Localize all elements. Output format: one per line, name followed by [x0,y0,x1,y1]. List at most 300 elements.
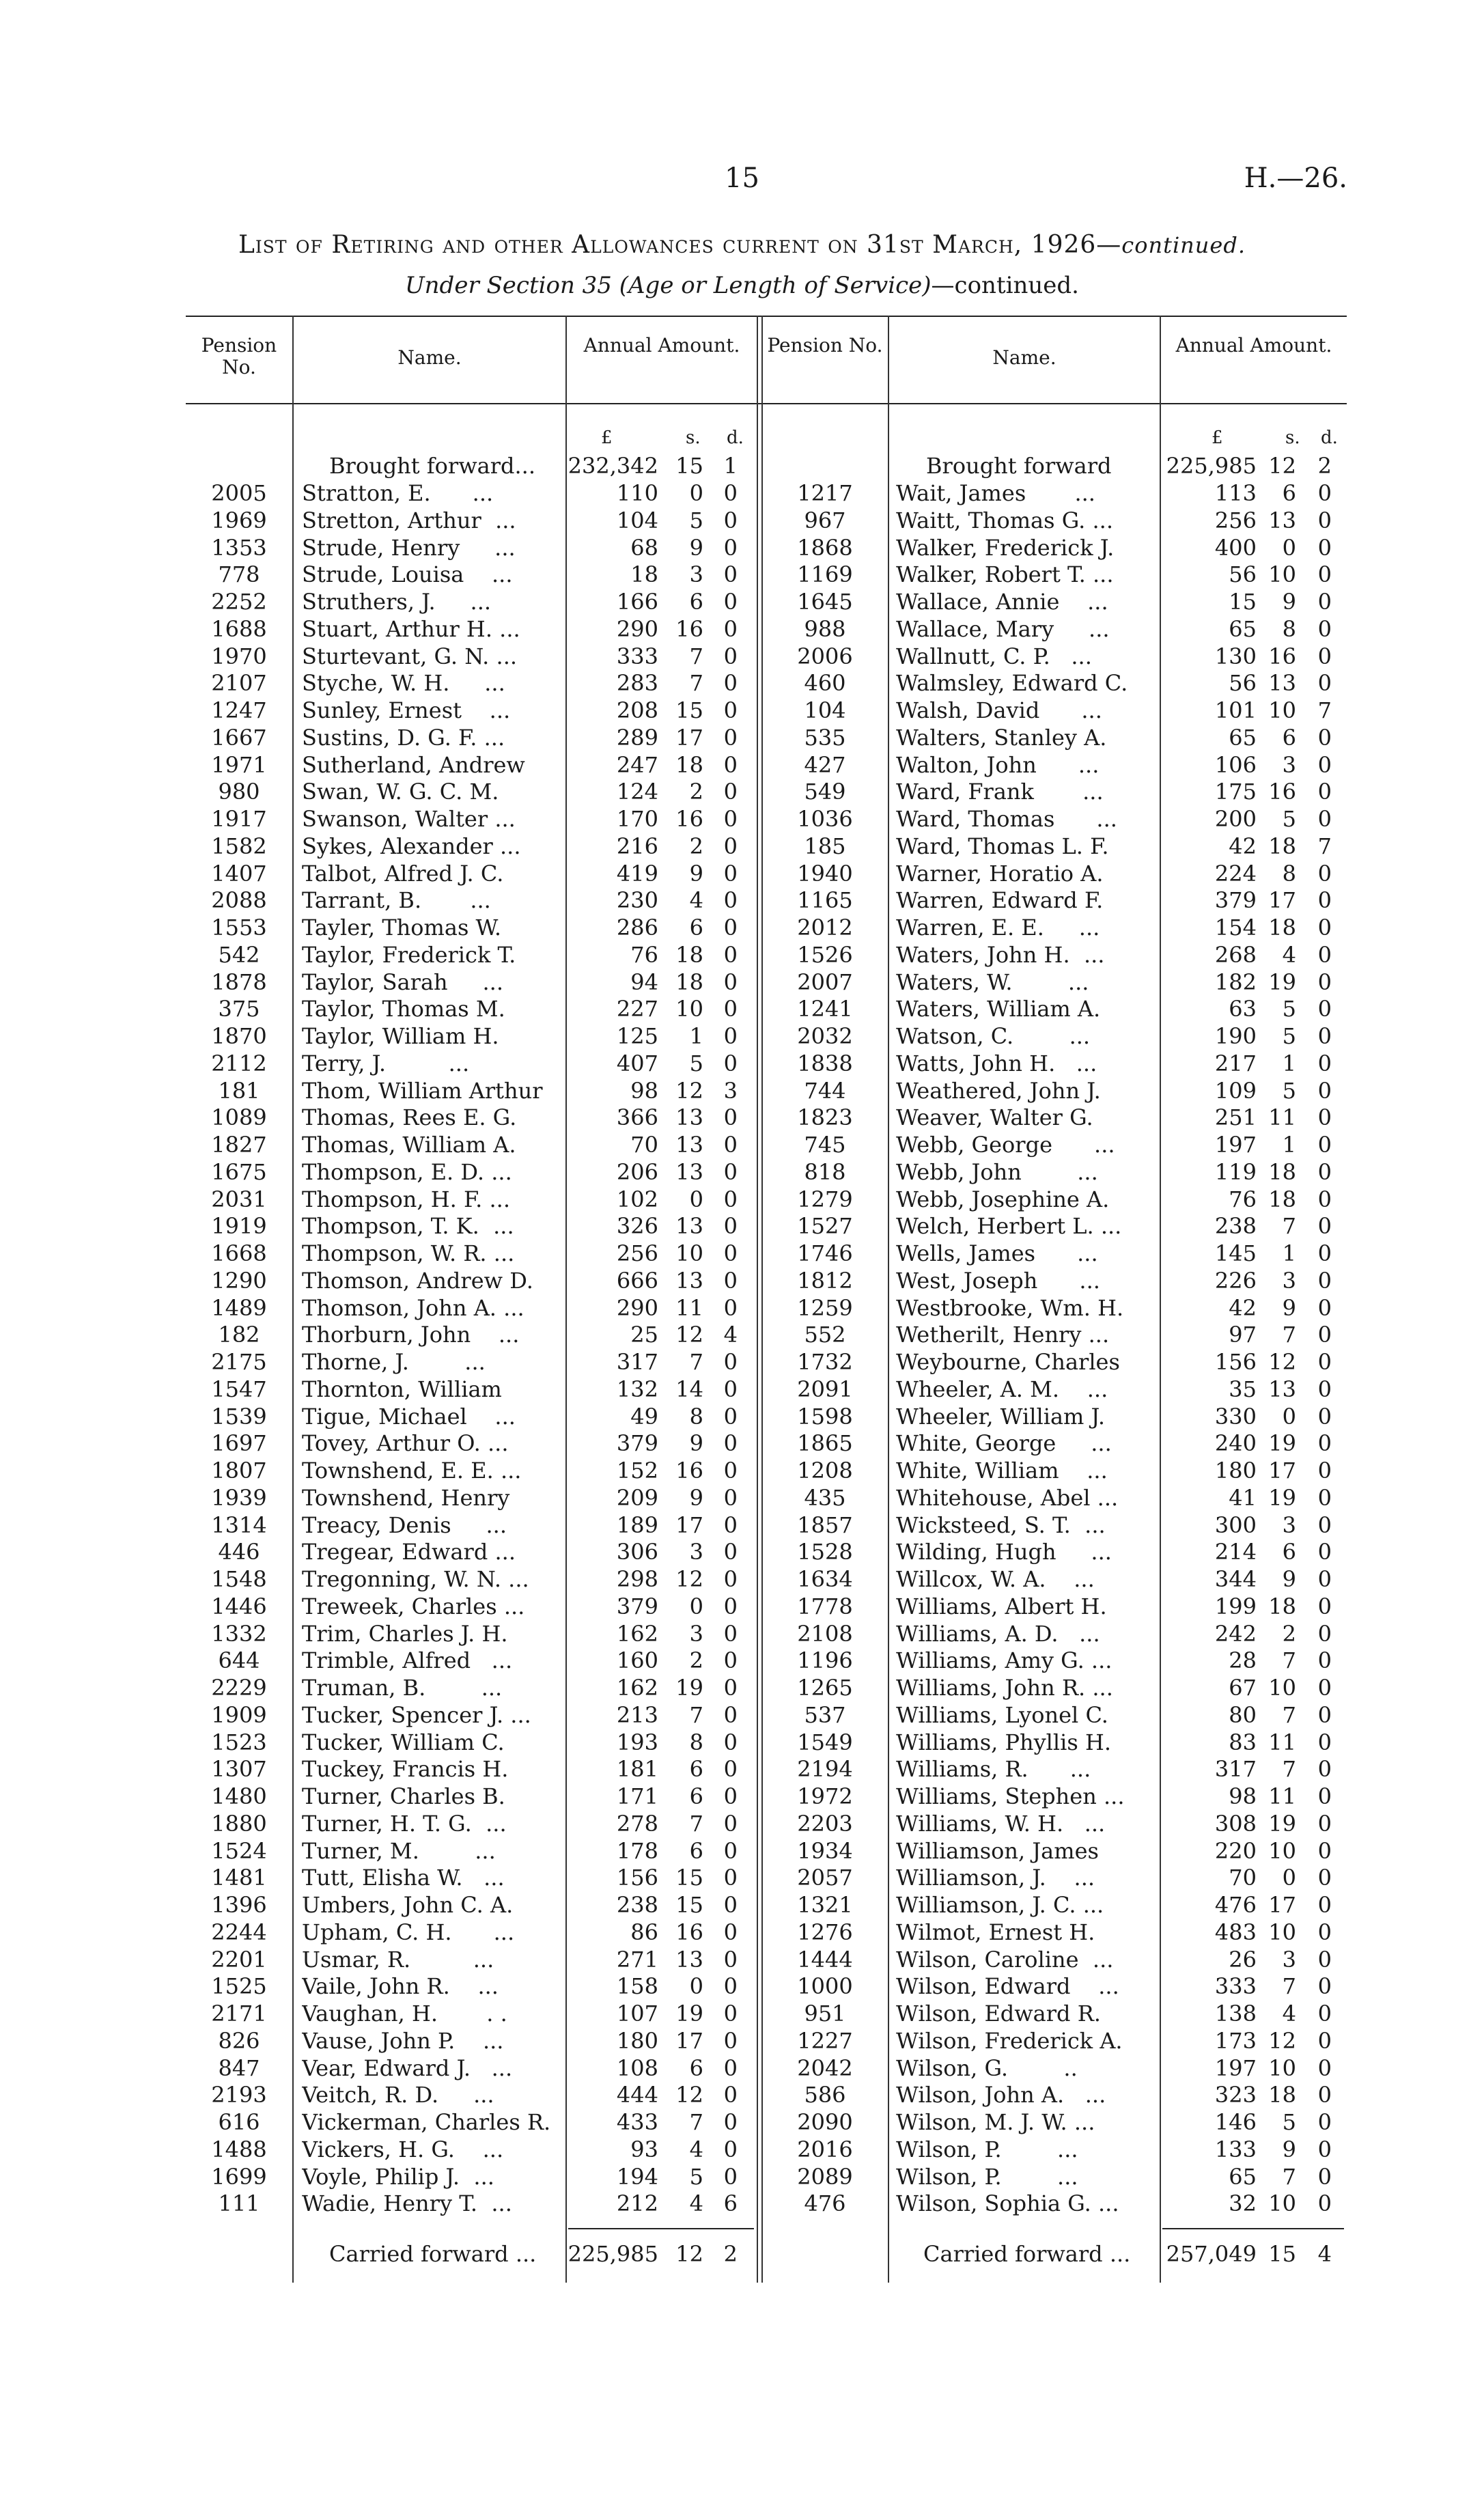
pensioner-name: Williamson, James [896,1837,1099,1864]
amount-pounds: 190 [1214,1023,1257,1049]
pensioner-name: Ward, Frank ... [896,779,1104,805]
pensioner-name: Webb, John ... [896,1158,1098,1185]
pensioner-name: Strude, Louisa ... [302,561,513,588]
pension-no: 1746 [797,1240,853,1266]
amount-pounds: 49 [630,1403,658,1430]
pension-no: 744 [804,1077,846,1104]
amount-pounds: 206 [616,1158,658,1185]
amount-shillings: 6 [1282,1539,1296,1565]
amount-pounds: 213 [616,1701,658,1728]
amount-shillings: 7 [1282,1973,1296,2000]
amount-pounds: 300 [1214,1512,1257,1538]
table-row [0,1674,1484,1701]
pensioner-name: Umbers, John C. A. [302,1892,514,1918]
amount-shillings: 13 [675,1104,703,1131]
amount-pounds: 476 [1214,1892,1257,1918]
amount-pounds: 256 [1214,507,1257,533]
amount-shillings: 8 [1282,615,1296,642]
header-pension-no-right: Pension No. [767,334,883,357]
amount-pence: 0 [723,1403,738,1430]
amount-pounds: 200 [1214,806,1257,832]
table-row [0,1837,1484,1865]
pensioner-name: Vear, Edward J. ... [302,2055,513,2081]
amount-pounds: 86 [630,1919,658,1945]
sum-rule-right [1162,2228,1344,2229]
header-bottom-rule [186,403,1347,404]
pensioner-name: Stretton, Arthur ... [302,507,516,533]
amount-pence: 0 [1317,1186,1332,1212]
amount-pounds: 162 [616,1675,658,1701]
pensioner-name: Tregonning, W. N. ... [302,1566,529,1592]
amount-shillings: 4 [689,2190,703,2217]
pension-no: 181 [218,1077,260,1104]
pension-no: 1527 [797,1213,853,1240]
amount-pounds: 220 [1214,1837,1257,1864]
amount-pounds: 178 [616,1837,658,1864]
amount-pence: 0 [1317,860,1332,887]
pension-no: 476 [804,2190,846,2217]
subtitle-italic: Under Section 35 (Age or Length of Service) [405,272,932,299]
amount-pounds: 182 [1214,969,1257,995]
table-row [0,561,1484,588]
amount-pounds: 160 [616,1647,658,1674]
pension-no: 1247 [211,697,267,723]
amount-pounds: 199 [1214,1593,1257,1619]
amount-shillings: 1 [1282,1050,1296,1076]
pensioner-name: Treacy, Denis ... [302,1512,507,1538]
amount-pounds: 251 [1214,1104,1257,1131]
pension-no: 2194 [797,1756,853,1783]
pensioner-name: Walmsley, Edward C. [896,670,1128,697]
amount-pounds: 32 [1229,2190,1257,2217]
pensioner-name: Wallace, Annie ... [896,589,1108,615]
amount-pence: 0 [723,1865,738,1891]
amount-pounds: 230 [616,887,658,914]
pension-no: 1971 [211,751,267,778]
pension-no: 1321 [797,1892,853,1918]
amount-shillings: 5 [1282,2109,1296,2135]
amount-shillings: 3 [689,561,703,588]
table-row [0,724,1484,751]
amount-pence: 0 [723,833,738,859]
pensioner-name: Williamson, J. ... [896,1865,1095,1891]
amount-shillings: 13 [675,1213,703,1240]
amount-shillings: 17 [1268,1458,1296,1484]
amount-pounds: 344 [1214,1566,1257,1592]
amount-pounds: 70 [630,1132,658,1158]
pension-no: 1279 [797,1186,853,1212]
pensioner-name: Westbrooke, Wm. H. [896,1294,1124,1321]
table-row [0,1565,1484,1593]
pension-no: 1528 [797,1539,853,1565]
amount-pence: 0 [723,724,738,751]
pensioner-name: Thompson, H. F. ... [302,1186,511,1212]
amount-shillings: 4 [689,887,703,914]
pension-no: 2229 [211,1675,267,1701]
pensioner-name: Thompson, W. R. ... [302,1240,515,1266]
amount-pounds: 180 [616,2027,658,2054]
amount-pence: 0 [1317,2055,1332,2081]
table-row [0,1077,1484,1104]
pensioner-name: Williams, John R. ... [896,1675,1113,1701]
table-row [0,1864,1484,1891]
amount-pence: 0 [723,1620,738,1647]
pensioner-name: Wicksteed, S. T. ... [896,1512,1106,1538]
pensioner-name: White, George ... [896,1430,1112,1457]
amount-pounds: 400 [1214,534,1257,561]
amount-pounds: 67 [1229,1675,1257,1701]
amount-pence: 0 [723,507,738,533]
pensioner-name: Wilson, Edward ... [896,1973,1119,2000]
amount-shillings: 19 [675,2001,703,2027]
pensioner-name: Sturtevant, G. N. ... [302,643,518,669]
pension-no: 1668 [211,1240,267,1266]
pensioner-name: Tovey, Arthur O. ... [302,1430,509,1457]
pensioner-name: Willcox, W. A. ... [896,1566,1095,1592]
amount-pence: 0 [723,1837,738,1864]
amount-pence: 0 [1317,806,1332,832]
amount-pounds: 68 [630,534,658,561]
amount-shillings: 4 [689,2136,703,2162]
amount-pounds: 145 [1214,1240,1257,1266]
amount-pence: 0 [1317,480,1332,506]
amount-pence: 0 [1317,2027,1332,2054]
pension-no: 460 [804,670,846,697]
pensioner-name: Williamson, J. C. ... [896,1892,1104,1918]
pension-no: 2175 [211,1349,267,1375]
amount-pence: 0 [723,2001,738,2027]
amount-shillings: 17 [675,1512,703,1538]
amount-shillings: 17 [675,2027,703,2054]
pensioner-name: Thomas, William A. [302,1132,516,1158]
pensioner-name: Tregear, Edward ... [302,1539,516,1565]
amount-pence: 0 [1317,534,1332,561]
pension-no: 1525 [211,1973,267,2000]
amount-pence: 0 [723,1729,738,1755]
pensioner-name: Vickers, H. G. ... [302,2136,504,2162]
amount-pence: 0 [723,1566,738,1592]
amount-pounds: 63 [1229,996,1257,1022]
pensioner-name: Williams, A. D. ... [896,1620,1100,1647]
amount-pounds: 290 [616,1294,658,1321]
amount-pounds: 217 [1214,1050,1257,1076]
amount-shillings: 17 [1268,1892,1296,1918]
pensioner-name: Trim, Charles J. H. [302,1620,508,1647]
table-row [0,778,1484,805]
amount-shillings: 7 [1282,1701,1296,1728]
amount-pounds: 15 [1229,589,1257,615]
subtitle-tail: —continued. [931,272,1079,299]
table-row [0,1376,1484,1403]
amount-shillings: 19 [1268,1484,1296,1511]
amount-pounds: 317 [1214,1756,1257,1783]
amount-pence: 0 [1317,1512,1332,1538]
header-name-right: Name. [992,346,1056,369]
table-row [0,2000,1484,2027]
pensioner-name: Sustins, D. G. F. ... [302,724,505,751]
amount-shillings: 10 [1268,1837,1296,1864]
amount-shillings: 0 [689,1593,703,1619]
header-amount-right: Annual Amount. [1175,334,1332,357]
pension-no: 1165 [797,887,853,914]
amount-pence: 0 [723,941,738,968]
amount-pounds: 483 [1214,1919,1257,1945]
amount-pence: 0 [1317,507,1332,533]
pensioner-name: Terry, J. ... [302,1050,470,1076]
amount-pounds: 162 [616,1620,658,1647]
pensioner-name: Weybourne, Charles [896,1349,1120,1375]
pensioner-name: Sunley, Ernest ... [302,697,511,723]
amount-pence: 0 [1317,589,1332,615]
amount-pence: 0 [1317,969,1332,995]
amount-pounds: 42 [1229,833,1257,859]
amount-shillings: 11 [1268,1729,1296,1755]
amount-shillings: 15 [675,1865,703,1891]
amount-shillings: 7 [1282,1213,1296,1240]
table-row [0,1158,1484,1186]
pension-no: 2006 [797,643,853,669]
amount-shillings: 15 [675,697,703,723]
amount-pounds: 308 [1214,1810,1257,1837]
table-row [0,2108,1484,2136]
pensioner-name: Wallnutt, C. P. ... [896,643,1092,669]
amount-pence: 0 [723,1539,738,1565]
amount-shillings: 17 [1268,887,1296,914]
pension-no: 1036 [797,806,853,832]
amount-pounds: 98 [1229,1783,1257,1809]
amount-pence: 0 [723,1023,738,1049]
amount-shillings: 5 [1282,806,1296,832]
amount-pounds: 268 [1214,941,1257,968]
amount-pounds: 65 [1229,2163,1257,2190]
amount-pounds: 175 [1214,779,1257,805]
pensioner-name: Williams, Phyllis H. [896,1729,1112,1755]
amount-pence: 0 [1317,1837,1332,1864]
pension-no: 1481 [211,1865,267,1891]
amount-pounds: 56 [1229,561,1257,588]
amount-pence: 0 [1317,2082,1332,2108]
amount-pence: 0 [723,615,738,642]
amount-pounds: 76 [1229,1186,1257,1212]
amount-shillings: 16 [1268,779,1296,805]
pensioner-name: Wilson, M. J. W. ... [896,2109,1095,2135]
amount-shillings: 5 [1282,996,1296,1022]
pensioner-name: Webb, George ... [896,1132,1115,1158]
amount-shillings: 2 [689,833,703,859]
pension-no: 1645 [797,589,853,615]
amount-pounds: 42 [1229,1294,1257,1321]
pensioner-name: Waitt, Thomas G. ... [896,507,1113,533]
pensioner-name: Waters, John H. ... [896,941,1105,968]
pensioner-name: Vickerman, Charles R. [302,2109,551,2135]
amount-shillings: 18 [1268,915,1296,941]
table-row [0,507,1484,534]
amount-pounds: 180 [1214,1458,1257,1484]
amount-pence: 0 [1317,1294,1332,1321]
amount-pounds: 189 [616,1512,658,1538]
amount-pounds: 41 [1229,1484,1257,1511]
pension-no: 1332 [211,1620,267,1647]
amount-pence: 0 [723,2136,738,2162]
table-row [0,2055,1484,2082]
pension-no: 2201 [211,1946,267,1973]
table-top-rule [186,316,1347,317]
amount-pounds: 379 [616,1593,658,1619]
amount-pence: 0 [723,1240,738,1266]
pension-no: 1934 [797,1837,853,1864]
table-row [0,2163,1484,2190]
page-subtitle [0,272,1484,299]
pensioner-name: White, William ... [896,1458,1108,1484]
amount-pounds: 333 [1214,1973,1257,2000]
amount-pounds: 83 [1229,1729,1257,1755]
pension-no: 1089 [211,1104,267,1131]
amount-shillings: 10 [1268,2055,1296,2081]
amount-pence: 0 [1317,1729,1332,1755]
table-row [0,1538,1484,1565]
pensioner-name: Warren, E. E. ... [896,915,1100,941]
pension-no: 1553 [211,915,267,941]
amount-pence: 7 [1317,833,1332,859]
pension-no: 1939 [211,1484,267,1511]
amount-shillings: 10 [1268,2190,1296,2217]
amount-pounds: 379 [1214,887,1257,914]
amount-shillings: 10 [675,1240,703,1266]
amount-pence: 0 [723,670,738,697]
amount-pounds: 247 [616,751,658,778]
header-pension-no-left: Pension No. [201,334,277,378]
amount-pence: 0 [1317,779,1332,805]
amount-pounds: 28 [1229,1647,1257,1674]
pension-no: 182 [218,1322,260,1348]
amount-shillings: 5 [689,2163,703,2190]
pensioner-name: Wadie, Henry T. ... [302,2190,512,2217]
amount-pence: 0 [1317,1349,1332,1375]
amount-shillings: 8 [689,1403,703,1430]
pensioner-name: Thomson, Andrew D. [302,1267,533,1294]
amount-pence: 0 [723,1132,738,1158]
pension-no: 586 [804,2082,846,2108]
amount-pence: 0 [1317,1701,1332,1728]
amount-pounds: 65 [1229,724,1257,751]
amount-pounds: 407 [616,1050,658,1076]
amount-pence: 0 [723,1213,738,1240]
amount-pounds: 286 [616,915,658,941]
amount-pounds: 35 [1229,1376,1257,1402]
pensioner-name: Vause, John P. ... [302,2027,504,2054]
amount-shillings: 0 [689,1186,703,1212]
amount-pounds: 283 [616,670,658,697]
amount-pence: 0 [1317,1620,1332,1647]
pensioner-name: Tucker, William C. [302,1729,505,1755]
amount-pounds: 119 [1214,1158,1257,1185]
pension-no: 1827 [211,1132,267,1158]
amount-shillings: 13 [1268,670,1296,697]
table-row [0,697,1484,724]
amount-pounds: 433 [616,2109,658,2135]
table-row [0,615,1484,643]
table-row [0,1620,1484,1647]
amount-pence: 0 [723,1484,738,1511]
amount-pence: 0 [1317,561,1332,588]
amount-shillings: 11 [675,1294,703,1321]
amount-shillings: 7 [689,1349,703,1375]
table-row [0,1267,1484,1294]
pensioner-name: Usmar, R. ... [302,1946,494,1973]
amount-shillings: 6 [1282,480,1296,506]
amount-pounds: 65 [1229,615,1257,642]
table-row [0,1294,1484,1322]
pensioner-name: Vaughan, H. . . [302,2001,507,2027]
amount-shillings: 19 [1268,1430,1296,1457]
amount-pence: 0 [723,643,738,669]
title-continued: continued. [1121,232,1246,258]
amount-pence: 0 [723,1973,738,2000]
amount-pence: 0 [723,860,738,887]
table-row [0,914,1484,941]
pensioner-name: Tarrant, B. ... [302,887,491,914]
pensioner-name: Waters, W. ... [896,969,1089,995]
amount-pence: 0 [723,1430,738,1457]
pensioner-name: Warren, Edward F. [896,887,1104,914]
pound-label-right: £ [1212,428,1223,448]
pension-no: 2193 [211,2082,267,2108]
table-row [0,1022,1484,1050]
pensioner-name: Tayler, Thomas W. [302,915,502,941]
pension-no: 2090 [797,2109,853,2135]
pensioner-name: Townshend, E. E. ... [302,1458,522,1484]
amount-pounds: 154 [1214,915,1257,941]
pensioner-name: Tutt, Elisha W. ... [302,1865,505,1891]
amount-shillings: 8 [689,1729,703,1755]
amount-shillings: 3 [1282,751,1296,778]
amount-shillings: 19 [1268,1810,1296,1837]
amount-pounds: 271 [616,1946,658,1973]
amount-pounds: 226 [1214,1267,1257,1294]
pension-no: 1972 [797,1783,853,1809]
pence-label-left: d. [727,428,744,448]
amount-pounds: 330 [1214,1403,1257,1430]
amount-pence: 0 [1317,1675,1332,1701]
amount-pence: 0 [1317,1430,1332,1457]
amount-pence: 0 [1317,1132,1332,1158]
carried-forward-shillings-left: 12 [675,2241,703,2267]
amount-pence: 0 [1317,643,1332,669]
amount-pence: 0 [723,1376,738,1402]
pensioner-name: Taylor, Sarah ... [302,969,503,995]
amount-shillings: 18 [1268,1186,1296,1212]
amount-pence: 0 [1317,1376,1332,1402]
pensioner-name: Tigue, Michael ... [302,1403,516,1430]
brought-forward-pence-left: 1 [723,453,738,479]
pension-no: 1196 [797,1647,853,1674]
amount-shillings: 6 [689,2055,703,2081]
pensioner-name: Wheeler, William J. [896,1403,1106,1430]
amount-shillings: 10 [1268,697,1296,723]
pension-no: 2252 [211,589,267,615]
shilling-label-right: s. [1285,428,1300,448]
table-row [0,805,1484,833]
amount-shillings: 6 [689,589,703,615]
pension-no: 2089 [797,2163,853,2190]
amount-shillings: 7 [689,1810,703,1837]
brought-forward-label-left: Brought forward... [329,453,535,479]
amount-pounds: 130 [1214,643,1257,669]
amount-pence: 0 [1317,1783,1332,1809]
pension-no: 1688 [211,615,267,642]
amount-pounds: 158 [616,1973,658,2000]
pension-no: 2032 [797,1023,853,1049]
